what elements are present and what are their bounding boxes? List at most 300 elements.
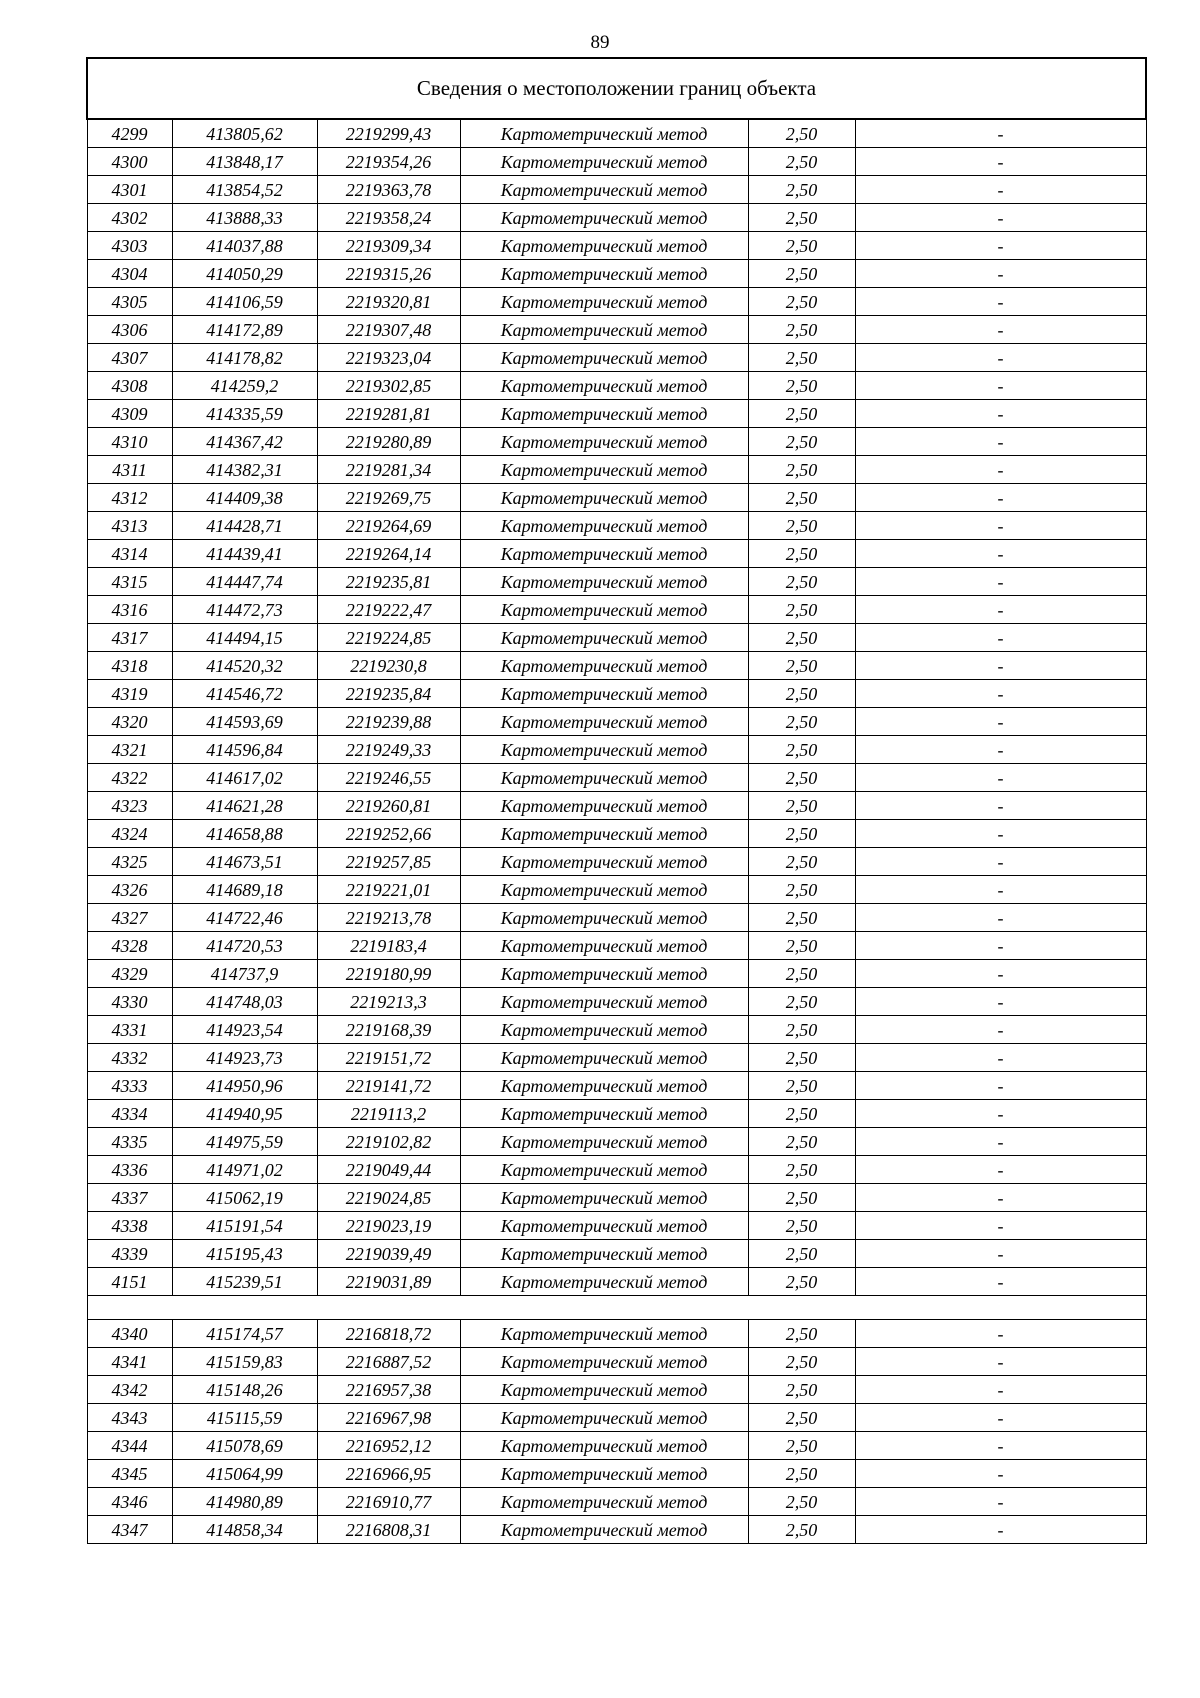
x-coordinate-cell: 413848,17 [172,148,317,176]
description-cell: - [855,1488,1146,1516]
x-coordinate-cell: 415174,57 [172,1320,317,1348]
accuracy-cell: 2,50 [748,428,855,456]
table-row [87,988,1146,1016]
accuracy-cell: 2,50 [748,176,855,204]
accuracy-cell: 2,50 [748,316,855,344]
table-row [87,848,1146,876]
table-row [87,1156,1146,1184]
method-cell: Картометрический метод [460,1320,748,1348]
table-row [87,456,1146,484]
x-coordinate-cell: 415159,83 [172,1348,317,1376]
accuracy-cell: 2,50 [748,652,855,680]
method-cell: Картометрический метод [460,652,748,680]
accuracy-cell: 2,50 [748,736,855,764]
description-cell: - [855,568,1146,596]
y-coordinate-cell: 2219168,39 [317,1016,460,1044]
description-cell: - [855,260,1146,288]
point-number-cell: 4303 [87,232,172,260]
point-number-cell: 4335 [87,1128,172,1156]
table-row [87,1100,1146,1128]
method-cell: Картометрический метод [460,148,748,176]
point-number-cell: 4347 [87,1516,172,1544]
x-coordinate-cell: 414858,34 [172,1516,317,1544]
table-row [87,624,1146,652]
description-cell: - [855,876,1146,904]
point-number-cell: 4313 [87,512,172,540]
point-number-cell: 4310 [87,428,172,456]
description-cell: - [855,596,1146,624]
table-row [87,792,1146,820]
table-row [87,1128,1146,1156]
y-coordinate-cell: 2219235,81 [317,568,460,596]
group-separator-row [87,1296,1146,1320]
x-coordinate-cell: 414923,54 [172,1016,317,1044]
x-coordinate-cell: 414950,96 [172,1072,317,1100]
accuracy-cell: 2,50 [748,204,855,232]
method-cell: Картометрический метод [460,736,748,764]
method-cell: Картометрический метод [460,988,748,1016]
y-coordinate-cell: 2219113,2 [317,1100,460,1128]
description-cell: - [855,512,1146,540]
table-row [87,119,1146,148]
point-number-cell: 4314 [87,540,172,568]
point-number-cell: 4304 [87,260,172,288]
table-row [87,1072,1146,1100]
y-coordinate-cell: 2219257,85 [317,848,460,876]
x-coordinate-cell: 413888,33 [172,204,317,232]
point-number-cell: 4344 [87,1432,172,1460]
point-number-cell: 4151 [87,1268,172,1296]
y-coordinate-cell: 2219031,89 [317,1268,460,1296]
x-coordinate-cell: 414971,02 [172,1156,317,1184]
accuracy-cell: 2,50 [748,1460,855,1488]
accuracy-cell: 2,50 [748,484,855,512]
point-number-cell: 4305 [87,288,172,316]
y-coordinate-cell: 2219354,26 [317,148,460,176]
point-number-cell: 4327 [87,904,172,932]
description-cell: - [855,1044,1146,1072]
method-cell: Картометрический метод [460,512,748,540]
y-coordinate-cell: 2219264,69 [317,512,460,540]
method-cell: Картометрический метод [460,1016,748,1044]
point-number-cell: 4338 [87,1212,172,1240]
table-body [87,58,1146,1544]
accuracy-cell: 2,50 [748,596,855,624]
point-number-cell: 4337 [87,1184,172,1212]
point-number-cell: 4302 [87,204,172,232]
point-number-cell: 4318 [87,652,172,680]
table-row [87,204,1146,232]
description-cell: - [855,1212,1146,1240]
x-coordinate-cell: 414596,84 [172,736,317,764]
accuracy-cell: 2,50 [748,1516,855,1544]
table-row [87,932,1146,960]
description-cell: - [855,428,1146,456]
description-cell: - [855,316,1146,344]
method-cell: Картометрический метод [460,680,748,708]
x-coordinate-cell: 414520,32 [172,652,317,680]
description-cell: - [855,344,1146,372]
description-cell: - [855,904,1146,932]
description-cell: - [855,820,1146,848]
point-number-cell: 4332 [87,1044,172,1072]
accuracy-cell: 2,50 [748,456,855,484]
accuracy-cell: 2,50 [748,540,855,568]
x-coordinate-cell: 414106,59 [172,288,317,316]
method-cell: Картометрический метод [460,344,748,372]
point-number-cell: 4300 [87,148,172,176]
accuracy-cell: 2,50 [748,344,855,372]
y-coordinate-cell: 2219222,47 [317,596,460,624]
accuracy-cell: 2,50 [748,400,855,428]
table-row [87,960,1146,988]
table-row [87,428,1146,456]
table-row [87,1016,1146,1044]
accuracy-cell: 2,50 [748,119,855,148]
method-cell: Картометрический метод [460,1212,748,1240]
boundary-coordinates-table [86,57,1147,1544]
description-cell: - [855,1156,1146,1184]
table-row [87,176,1146,204]
x-coordinate-cell: 414472,73 [172,596,317,624]
description-cell: - [855,1348,1146,1376]
accuracy-cell: 2,50 [748,764,855,792]
point-number-cell: 4330 [87,988,172,1016]
point-number-cell: 4325 [87,848,172,876]
description-cell: - [855,1268,1146,1296]
table-row [87,820,1146,848]
y-coordinate-cell: 2216808,31 [317,1516,460,1544]
table-row [87,876,1146,904]
method-cell: Картометрический метод [460,400,748,428]
point-number-cell: 4316 [87,596,172,624]
method-cell: Картометрический метод [460,232,748,260]
description-cell: - [855,960,1146,988]
table-row [87,764,1146,792]
table-row [87,512,1146,540]
table-row [87,316,1146,344]
y-coordinate-cell: 2219269,75 [317,484,460,512]
method-cell: Картометрический метод [460,820,748,848]
point-number-cell: 4339 [87,1240,172,1268]
accuracy-cell: 2,50 [748,1212,855,1240]
method-cell: Картометрический метод [460,568,748,596]
accuracy-cell: 2,50 [748,1240,855,1268]
point-number-cell: 4343 [87,1404,172,1432]
description-cell: - [855,1404,1146,1432]
y-coordinate-cell: 2219049,44 [317,1156,460,1184]
accuracy-cell: 2,50 [748,792,855,820]
accuracy-cell: 2,50 [748,1404,855,1432]
y-coordinate-cell: 2219260,81 [317,792,460,820]
point-number-cell: 4336 [87,1156,172,1184]
y-coordinate-cell: 2219183,4 [317,932,460,960]
x-coordinate-cell: 413805,62 [172,119,317,148]
point-number-cell: 4329 [87,960,172,988]
table-title-row [87,58,1146,119]
x-coordinate-cell: 414409,38 [172,484,317,512]
accuracy-cell: 2,50 [748,1268,855,1296]
method-cell: Картометрический метод [460,1072,748,1100]
description-cell: - [855,372,1146,400]
x-coordinate-cell: 414050,29 [172,260,317,288]
method-cell: Картометрический метод [460,904,748,932]
x-coordinate-cell: 415078,69 [172,1432,317,1460]
y-coordinate-cell: 2219024,85 [317,1184,460,1212]
x-coordinate-cell: 414673,51 [172,848,317,876]
accuracy-cell: 2,50 [748,904,855,932]
x-coordinate-cell: 414382,31 [172,456,317,484]
method-cell: Картометрический метод [460,176,748,204]
y-coordinate-cell: 2216952,12 [317,1432,460,1460]
y-coordinate-cell: 2219213,78 [317,904,460,932]
point-number-cell: 4307 [87,344,172,372]
y-coordinate-cell: 2219221,01 [317,876,460,904]
point-number-cell: 4322 [87,764,172,792]
accuracy-cell: 2,50 [748,1376,855,1404]
description-cell: - [855,148,1146,176]
point-number-cell: 4326 [87,876,172,904]
y-coordinate-cell: 2219358,24 [317,204,460,232]
table-row [87,372,1146,400]
point-number-cell: 4331 [87,1016,172,1044]
method-cell: Картометрический метод [460,1376,748,1404]
point-number-cell: 4328 [87,932,172,960]
x-coordinate-cell: 414940,95 [172,1100,317,1128]
table-row [87,148,1146,176]
description-cell: - [855,176,1146,204]
x-coordinate-cell: 413854,52 [172,176,317,204]
description-cell: - [855,932,1146,960]
point-number-cell: 4306 [87,316,172,344]
method-cell: Картометрический метод [460,1404,748,1432]
table-row [87,400,1146,428]
method-cell: Картометрический метод [460,1516,748,1544]
point-number-cell: 4301 [87,176,172,204]
method-cell: Картометрический метод [460,288,748,316]
x-coordinate-cell: 414980,89 [172,1488,317,1516]
y-coordinate-cell: 2219281,81 [317,400,460,428]
accuracy-cell: 2,50 [748,1016,855,1044]
y-coordinate-cell: 2219213,3 [317,988,460,1016]
description-cell: - [855,484,1146,512]
accuracy-cell: 2,50 [748,624,855,652]
accuracy-cell: 2,50 [748,1128,855,1156]
x-coordinate-cell: 415062,19 [172,1184,317,1212]
description-cell: - [855,736,1146,764]
method-cell: Картометрический метод [460,260,748,288]
x-coordinate-cell: 414259,2 [172,372,317,400]
method-cell: Картометрический метод [460,1044,748,1072]
method-cell: Картометрический метод [460,876,748,904]
description-cell: - [855,119,1146,148]
y-coordinate-cell: 2219102,82 [317,1128,460,1156]
x-coordinate-cell: 414923,73 [172,1044,317,1072]
x-coordinate-cell: 415195,43 [172,1240,317,1268]
y-coordinate-cell: 2216910,77 [317,1488,460,1516]
point-number-cell: 4321 [87,736,172,764]
table-row [87,1404,1146,1432]
table-row [87,1320,1146,1348]
y-coordinate-cell: 2219249,33 [317,736,460,764]
point-number-cell: 4315 [87,568,172,596]
x-coordinate-cell: 414720,53 [172,932,317,960]
y-coordinate-cell: 2219023,19 [317,1212,460,1240]
method-cell: Картометрический метод [460,960,748,988]
method-cell: Картометрический метод [460,1460,748,1488]
accuracy-cell: 2,50 [748,708,855,736]
x-coordinate-cell: 415191,54 [172,1212,317,1240]
method-cell: Картометрический метод [460,764,748,792]
method-cell: Картометрический метод [460,1156,748,1184]
accuracy-cell: 2,50 [748,1184,855,1212]
accuracy-cell: 2,50 [748,1072,855,1100]
table-title: Сведения о местоположении границ объекта [87,58,1146,119]
x-coordinate-cell: 414439,41 [172,540,317,568]
description-cell: - [855,456,1146,484]
table-row [87,904,1146,932]
table-row [87,708,1146,736]
accuracy-cell: 2,50 [748,260,855,288]
table-row [87,1240,1146,1268]
description-cell: - [855,764,1146,792]
method-cell: Картометрический метод [460,316,748,344]
description-cell: - [855,1072,1146,1100]
table-row [87,1184,1146,1212]
point-number-cell: 4317 [87,624,172,652]
accuracy-cell: 2,50 [748,988,855,1016]
accuracy-cell: 2,50 [748,848,855,876]
point-number-cell: 4312 [87,484,172,512]
y-coordinate-cell: 2219230,8 [317,652,460,680]
y-coordinate-cell: 2219252,66 [317,820,460,848]
method-cell: Картометрический метод [460,792,748,820]
point-number-cell: 4346 [87,1488,172,1516]
y-coordinate-cell: 2216967,98 [317,1404,460,1432]
description-cell: - [855,988,1146,1016]
x-coordinate-cell: 414722,46 [172,904,317,932]
x-coordinate-cell: 414748,03 [172,988,317,1016]
x-coordinate-cell: 414617,02 [172,764,317,792]
table-row [87,652,1146,680]
x-coordinate-cell: 414367,42 [172,428,317,456]
accuracy-cell: 2,50 [748,820,855,848]
method-cell: Картометрический метод [460,1488,748,1516]
accuracy-cell: 2,50 [748,1320,855,1348]
x-coordinate-cell: 414593,69 [172,708,317,736]
accuracy-cell: 2,50 [748,1348,855,1376]
point-number-cell: 4308 [87,372,172,400]
accuracy-cell: 2,50 [748,680,855,708]
table-row [87,596,1146,624]
x-coordinate-cell: 414546,72 [172,680,317,708]
description-cell: - [855,848,1146,876]
x-coordinate-cell: 414658,88 [172,820,317,848]
x-coordinate-cell: 414975,59 [172,1128,317,1156]
table-row [87,568,1146,596]
y-coordinate-cell: 2219315,26 [317,260,460,288]
table-row [87,288,1146,316]
table-row [87,1376,1146,1404]
group-separator-cell [87,1296,1146,1320]
x-coordinate-cell: 414447,74 [172,568,317,596]
accuracy-cell: 2,50 [748,148,855,176]
y-coordinate-cell: 2219280,89 [317,428,460,456]
accuracy-cell: 2,50 [748,1432,855,1460]
description-cell: - [855,232,1146,260]
point-number-cell: 4309 [87,400,172,428]
description-cell: - [855,1016,1146,1044]
point-number-cell: 4299 [87,119,172,148]
description-cell: - [855,708,1146,736]
accuracy-cell: 2,50 [748,232,855,260]
table-row [87,344,1146,372]
method-cell: Картометрический метод [460,484,748,512]
point-number-cell: 4324 [87,820,172,848]
x-coordinate-cell: 414494,15 [172,624,317,652]
method-cell: Картометрический метод [460,1432,748,1460]
description-cell: - [855,288,1146,316]
accuracy-cell: 2,50 [748,1100,855,1128]
description-cell: - [855,400,1146,428]
y-coordinate-cell: 2219180,99 [317,960,460,988]
description-cell: - [855,1376,1146,1404]
method-cell: Картометрический метод [460,848,748,876]
description-cell: - [855,204,1146,232]
table-row [87,1516,1146,1544]
x-coordinate-cell: 415064,99 [172,1460,317,1488]
x-coordinate-cell: 415239,51 [172,1268,317,1296]
y-coordinate-cell: 2219363,78 [317,176,460,204]
method-cell: Картометрический метод [460,119,748,148]
y-coordinate-cell: 2216957,38 [317,1376,460,1404]
table-row [87,1268,1146,1296]
table-row [87,260,1146,288]
description-cell: - [855,624,1146,652]
y-coordinate-cell: 2219281,34 [317,456,460,484]
description-cell: - [855,1240,1146,1268]
table-row [87,232,1146,260]
table-row [87,1044,1146,1072]
y-coordinate-cell: 2219264,14 [317,540,460,568]
y-coordinate-cell: 2219141,72 [317,1072,460,1100]
description-cell: - [855,540,1146,568]
table-row [87,1488,1146,1516]
y-coordinate-cell: 2219239,88 [317,708,460,736]
table-row [87,1212,1146,1240]
x-coordinate-cell: 414621,28 [172,792,317,820]
x-coordinate-cell: 415115,59 [172,1404,317,1432]
description-cell: - [855,1184,1146,1212]
x-coordinate-cell: 415148,26 [172,1376,317,1404]
table-row [87,1460,1146,1488]
x-coordinate-cell: 414178,82 [172,344,317,372]
point-number-cell: 4345 [87,1460,172,1488]
y-coordinate-cell: 2219320,81 [317,288,460,316]
method-cell: Картометрический метод [460,596,748,624]
point-number-cell: 4333 [87,1072,172,1100]
method-cell: Картометрический метод [460,1268,748,1296]
table-row [87,1348,1146,1376]
y-coordinate-cell: 2219302,85 [317,372,460,400]
y-coordinate-cell: 2216887,52 [317,1348,460,1376]
accuracy-cell: 2,50 [748,372,855,400]
y-coordinate-cell: 2219235,84 [317,680,460,708]
y-coordinate-cell: 2216818,72 [317,1320,460,1348]
y-coordinate-cell: 2219224,85 [317,624,460,652]
method-cell: Картометрический метод [460,1184,748,1212]
x-coordinate-cell: 414689,18 [172,876,317,904]
